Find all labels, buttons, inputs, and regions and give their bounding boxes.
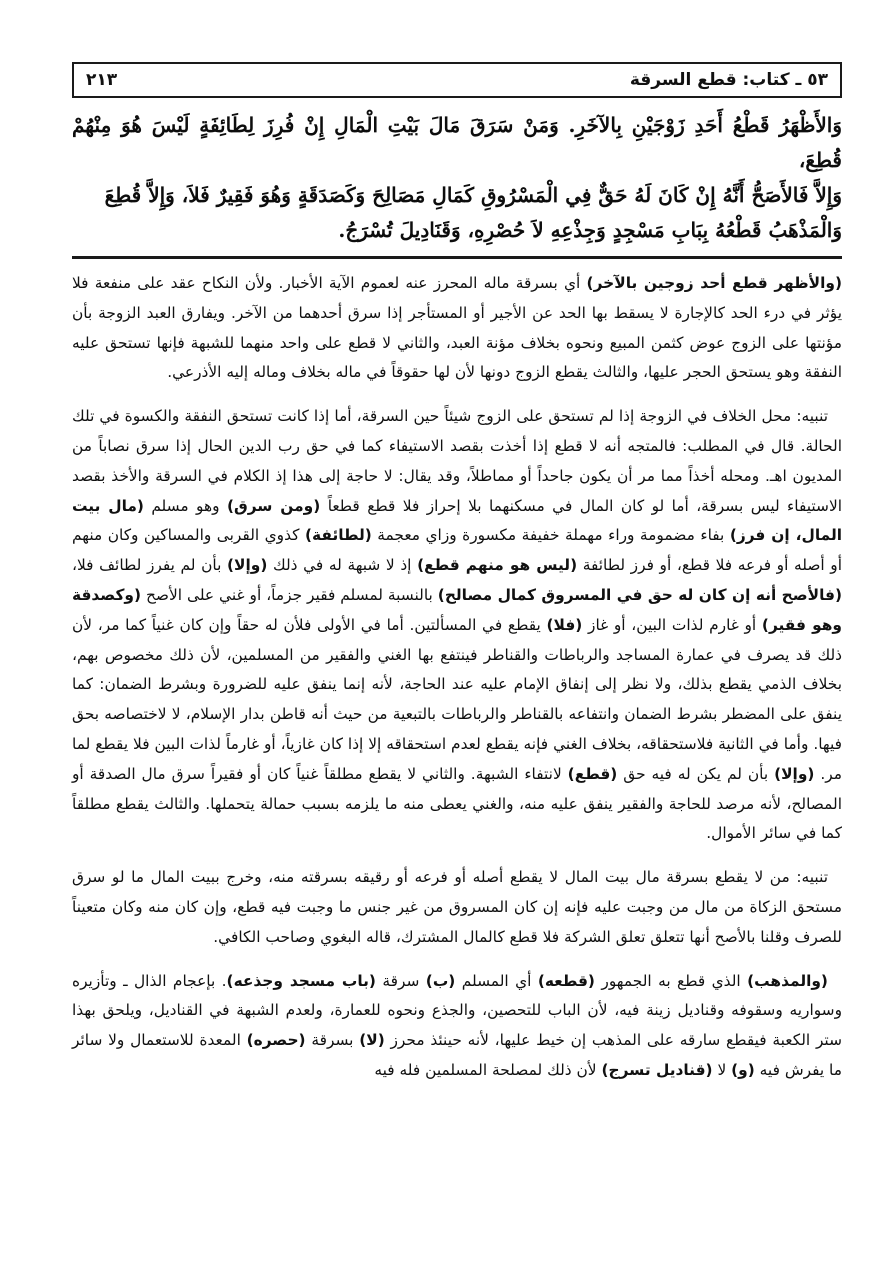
quoted-matn-phrase: (والأظهر قطع أحد زوجين بالآخر) <box>586 274 842 292</box>
quoted-matn-phrase: (ب) <box>425 971 456 990</box>
quoted-matn-phrase: (وإلا) <box>774 764 815 783</box>
quoted-matn-phrase: (وإلا) <box>226 556 268 575</box>
quoted-matn-phrase: (فلا) <box>546 615 583 634</box>
quoted-matn-phrase: (لطائفة) <box>305 526 372 545</box>
commentary-text <box>72 269 842 1086</box>
commentary-paragraph <box>72 269 842 388</box>
quoted-matn-phrase: (حصره) <box>246 1031 306 1050</box>
quoted-matn-phrase: (قطع) <box>567 764 618 783</box>
commentary-segment: كذوي القربى والمساكين وكان منهم أو أصله أو فرعه فلا قطع، أو فرز لطائفة <box>72 526 842 575</box>
commentary-segment: تنبيه: من لا يقطع بسرقة مال بيت المال لا يقطع أصله أو فرعه أو رقيقه بسرقته منه، وخرج ببيت المال ما لو سرق مستحق الزكاة من مال من وجبت عليه فإنه إن كان المسروق من غير جنس ما وجبت فيه قطع، وإن كان منه وكان متعيناً للصرف وقلنا بالأصح أنها تتعلق تعلق الشركة فلا قطع كالمال المشترك، قاله البغوي وصاحب الكافي. <box>72 868 842 946</box>
commentary-segment: سرقة <box>375 971 426 990</box>
commentary-segment: . بإعجام الذال ـ وتأزيره وسواريه وسقوفه وقناديل زينة فيه، لأن الباب للتحصين، والجذع ونحوه للعمارة، ولعدم الشبهة في القناديل، ويلحق بهذا ستر الكعبة فيقطع سارقه على المذهب إن خيط عليها، لأنه حينئذ محرز <box>72 971 842 1050</box>
commentary-segment: تنبيه: محل الخلاف في الزوجة إذا لم تستحق على الزوج شيئاً حين السرقة، أما إذا كانت تستحق النفقة والكسوة في تلك الحالة. قال في المطلب: فالمتجه أنه لا قطع إذا أخذت بقصد الاستيفاء كما في حق رب الدين الحال إذا سرق نصاباً من المديون اهـ. ومحله أخذاً مما مر أن يكون جاحداً أو مماطلاً، وقد يقال: لا حاجة إلى هذا إذ الكلام في السرقة والأخذ بقصد الاستيفاء ليس بسرقة، أما لو كان المال في مسكنهما بلا إحراز فلا قطع قطعاً <box>72 407 842 515</box>
page-number: ٢١٣ <box>86 70 118 90</box>
commentary-segment: أو غارم لذات البين، أو غاز <box>582 615 762 634</box>
matn-line: وَالْمَذْهَبُ قَطْعُهُ بِبَابِ مَسْجِدٍ وَجِذْعِهِ لاَ حُصْرِهِ، وَقَنَادِيلَ تُسْرَجُ. <box>338 218 842 242</box>
commentary-segment: إذ لا شبهة له في ذلك <box>267 556 418 575</box>
quoted-matn-phrase: (ليس هو منهم قطع) <box>417 556 578 575</box>
commentary-segment: بفاء مضمومة وراء مهملة خفيفة مكسورة وزاي معجمة <box>371 526 730 545</box>
chapter-title: ٥٣ ـ كتاب: قطع السرقة <box>629 70 828 90</box>
quoted-matn-phrase: (والمذهب) <box>747 971 828 990</box>
quoted-matn-phrase: (لا) <box>359 1031 385 1050</box>
commentary-segment: أي المسلم <box>455 971 538 990</box>
commentary-segment: وهو مسلم <box>143 496 227 515</box>
commentary-segment: لانتفاء الشبهة. والثاني لا يقطع مطلقاً غنياً كان أو فقيراً سرق مال الصدقة أو المصالح، لأنه مرصد للحاجة والفقير ينفق عليه منه، والغني يعطى منه ما يلزمه بسبب حمالة يتحملها. والثالث يقطع مطلقاً كما في سائر الأموال. <box>72 764 842 843</box>
running-header <box>72 62 842 98</box>
quoted-matn-phrase: (قناديل تسرج) <box>601 1060 713 1079</box>
commentary-segment: لأن ذلك لمصلحة المسلمين فله فيه <box>374 1060 602 1079</box>
commentary-segment: لا <box>712 1060 732 1079</box>
commentary-paragraph <box>72 967 842 1086</box>
quoted-matn-phrase: (فالأصح أنه إن كان له حق في المسروق كمال مصالح) <box>437 585 842 604</box>
commentary-segment: أي بسرقة ماله المحرز عنه لعموم الآية الأخبار. ولأن النكاح عقد على منفعة فلا يؤثر في درء الحد كالإجارة لا يسقط بها الحد عن الأجير أو المستأجر إذا سرق أحدهما من الآخر. ويفارق العبد الزوجة بأن مؤنتها على الزوج عوض كثمن المبيع ونحوه بخلاف مؤنة العبد، والثاني لا قطع على واحد منهما للشبهة فإنها تستحق عليه النفقة وهو يستحق الحجر عليها، والثالث يقطع الزوج دونها لأن لها حقوقاً في ماله بخلاف وماله إليه الأذرعي. <box>72 274 842 382</box>
quoted-matn-phrase: (و) <box>731 1060 755 1079</box>
commentary-segment: بأن لم يفرز لطائف فلا، <box>72 556 227 575</box>
quoted-matn-phrase: (ومن سرق) <box>226 496 321 515</box>
quoted-matn-phrase: (مال بيت المال، إن فرز) <box>72 496 843 545</box>
quoted-matn-phrase: (وكصدقة وهو فقير) <box>72 585 842 634</box>
matn-line: وَإِلاَّ فَالأَصَحُّ أَنَّهُ إِنْ كَانَ لَهُ حَقٌّ فِي الْمَسْرُوقِ كَمَالِ مَصَالِحَ وَكَصَدَقَةٍ وَهُوَ فَقِيرٌ فَلاَ، وَإِلاَّ قُطِعَ <box>104 183 842 207</box>
commentary-segment: بالنسبة لمسلم فقير جزماً، أو غني على الأصح <box>141 585 438 604</box>
commentary-segment: بأن لم يكن له فيه حق <box>617 764 775 783</box>
matn-line: وَالأَظْهَرُ قَطْعُ أَحَدِ زَوْجَيْنِ بِالآخَرِ. وَمَنْ سَرَقَ مَالَ بَيْتِ الْمَالِ إِنْ فُرِزَ لِطَائِفَةٍ لَيْسَ هُوَ مِنْهُمْ قُطِعَ، <box>72 113 842 172</box>
matn-text <box>72 108 842 248</box>
separator-rule <box>72 256 842 259</box>
commentary-paragraph <box>72 402 842 849</box>
commentary-segment: الذي قطع به الجمهور <box>594 971 748 990</box>
book-page <box>72 62 842 1100</box>
quoted-matn-phrase: (قطعه) <box>537 971 595 990</box>
commentary-segment: يقطع في المسألتين. أما في الأولى فلأن له حقاً وإن كان غنياً كما مر، لأن ذلك قد يصرف في عمارة المساجد والرباطات والقناطر فينتفع بها الغني والفقير من المسلمين، لأن ذلك مخصوص بهم، بخلاف الذمي يقطع بذلك، ولا نظر إلى إنفاق الإمام عليه عند الحاجة، لأنه إنما ينفق عليه للضرورة وبشرط الضمان: كما ينفق على المضطر بشرط الضمان وانتفاعه بالقناطر والرباطات بالتبعية من حيث أنه قاطن بدار الإسلام، لا لاختصاصه بحق فيها. وأما في الثانية فلاستحقاقه، بخلاف الغني فإنه يقطع لعدم استحقاقه إلا إذا كان غازياً، أو غارماً لذات البين فلا يقطع لما مر. <box>72 615 842 783</box>
commentary-segment: المعدة للاستعمال ولا سائر ما يفرش فيه <box>72 1031 842 1079</box>
commentary-segment: بسرقة <box>305 1031 360 1050</box>
quoted-matn-phrase: (باب مسجد وجذعه) <box>226 971 376 990</box>
commentary-paragraph <box>72 863 842 952</box>
